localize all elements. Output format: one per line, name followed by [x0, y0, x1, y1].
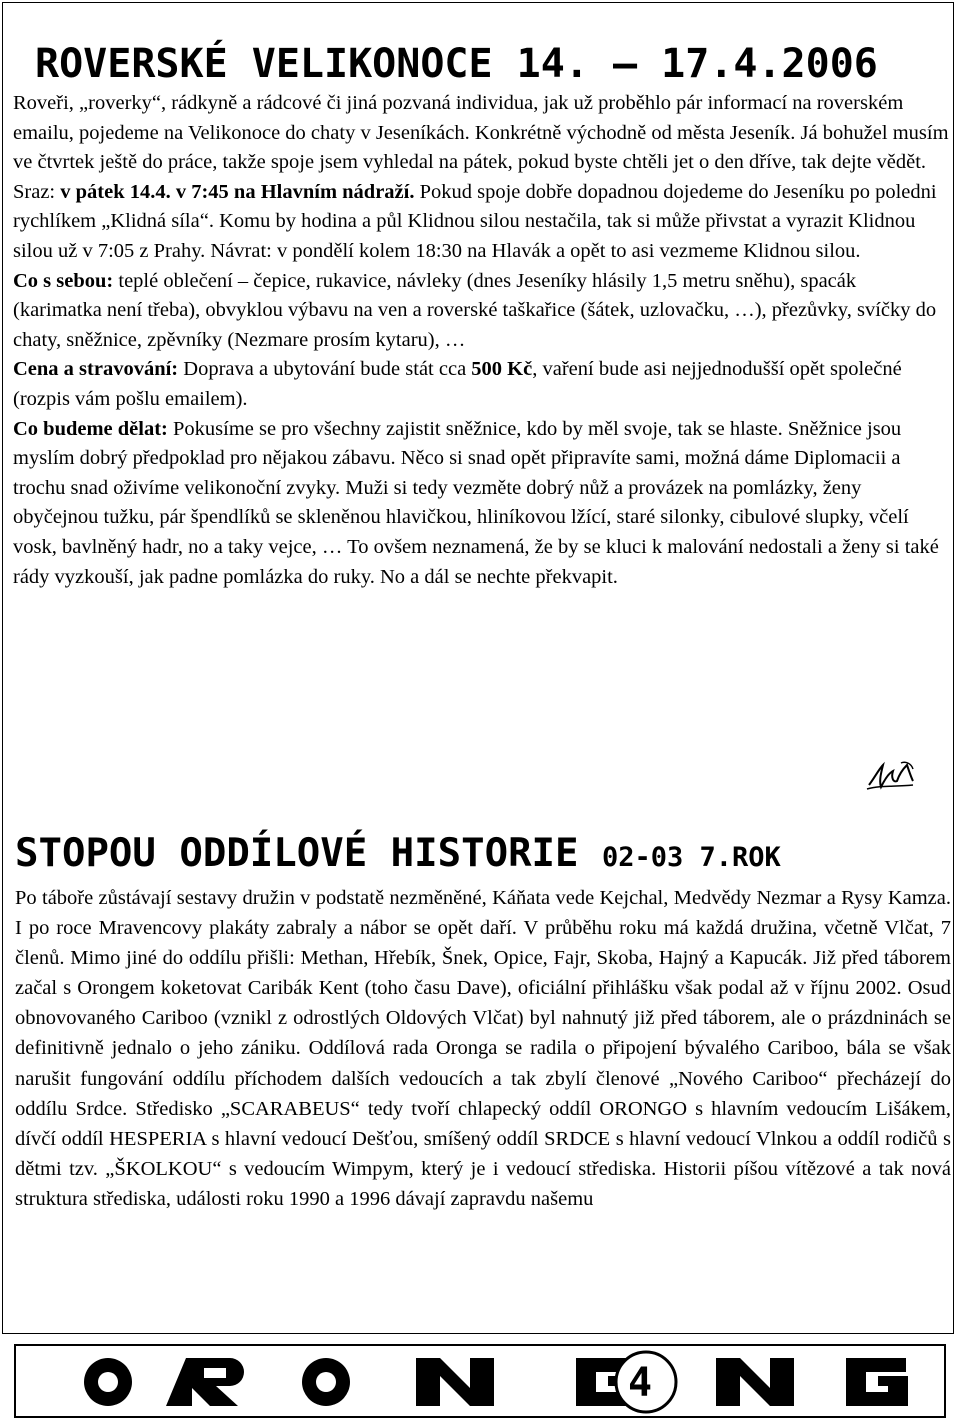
sebou-text: teplé oblečení – čepice, rukavice, návleky (dnes Jeseníky hlásily 1,5 metru sněhu), spacák (karimatka není třeba), obvyklou výbavu na ven a roverské taškařice (šátek, uzlovačku, …), přezůvky, svíčky do chaty, sněžnice, zpěvníky (Nezmare prosím kytaru), …: [13, 269, 937, 351]
sebou-label: Co s sebou:: [13, 269, 114, 292]
article-stopou-historie: [15, 831, 951, 1214]
delat-label: Co budeme dělat:: [13, 417, 168, 440]
cena-text-2: , vaření bude asi nejjednodušší opět společné (rozpis vám pošlu emailem).: [13, 358, 902, 410]
page-number: 4: [628, 1360, 653, 1406]
orongo-logo-icon: [16, 1346, 944, 1416]
article-roverske-velikonoce: [13, 41, 949, 592]
history-title-main: STOPOU ODDÍLOVÉ HISTORIE: [15, 831, 602, 876]
history-title: [15, 831, 951, 881]
history-body: Po táboře zůstávají sestavy družin v podstatě nezměněné, Káňata vede Kejchal, Medvědy Nezmar a Rysy Kamza. I po roce Mravencovy plakáty zabraly a nábor se opět daří. V průběhu roku má každá družina, včetně Vlčat, 7 členů. Mimo jiné do oddílu přišli: Methan, Hřebík, Šnek, Opice, Fajr, Skoba, Hajný a Kapucák. Již před táborem začal s Orongem koketovat Caribák Kent (toho času Dave), oficiální přihlášku však podal až v říjnu 2002. Osud obnovovaného Cariboo (vznikl z odrostlých Oldových Vlčat) byl nahnutý již před táborem, ale o prázdninách se definitivně jednalo o jeho zániku. Oddílová rada Oronga se radila o připojení bývalého Cariboo, bála se však narušit fungování oddílu příchodem dalších vedoucích a tak zbylí členové „Nového Cariboo“ přecházejí do oddílu Srdce. Středisko „SCARABEUS“ tedy tvoří chlapecký oddíl ORONGO s hlavním vedoucím Lišákem, dívčí oddíl HESPERIA s hlavní vedoucí Dešťou, smíšený oddíl SRDCE s hlavní vedoucí Vlnkou a oddíl rodičů s dětmi tzv. „ŠKOLKOU“ s vedoucím Wimpym, který je i vedoucí střediska. Historii píšou vítězové a tak nová struktura střediska, události roku 1990 a 1996 dávají zapravdu našemu: [15, 887, 951, 1210]
intro-text: Roveři, „roverky“, rádkyně a rádcové či jiná pozvaná individua, jak už proběhlo pár informací na roverském emailu, pojedeme na Velikonoce do chaty v Jeseníkách. Konkrétně východně od města Jeseník. Já bohužel musím ve čtvrtek ještě do práce, takže spoje jsem vyhledal na pátek, pokud byste chtěli jet o den dříve, tak dejte vědět.: [13, 92, 949, 174]
page-frame: [2, 2, 954, 1334]
delat-text: Pokusíme se pro všechny zajistit sněžnice, kdo by měl svoje, tak se hlaste. Sněžnice jsou myslím dobrý předpoklad pro nějakou zábavu. Něco si snad opět připravíte sami, možná dáme Diplomacii a trochu snad oživíme velikonoční zvyky. Muži si tedy vezměte dobrý nůž a provázek na pomlázky, ženy obyčejnou tužku, pár špendlíků se skleněnou hlavičkou, hliníkovou lžící, staré silonky, cibulové slupky, včelí vosk, bavlněný hadr, no a taky vejce, … To ovšem neznamená, že by se kluci k malování nedostali a ženy si také rády vyzkouší, jak padne pomlázka do ruky. No a dál se nechte překvapit.: [13, 417, 939, 588]
footer-banner: [14, 1344, 946, 1418]
article-title: ROVERSKÉ VELIKONOCE 14. – 17.4.2006: [35, 41, 878, 87]
cena-label: Cena a stravování:: [13, 358, 179, 381]
sraz-time: v pátek 14.4. v 7:45 na Hlavním nádraží.: [60, 180, 415, 203]
cena-price: 500 Kč: [471, 358, 533, 381]
cena-text-1: Doprava a ubytování bude stát cca: [178, 358, 472, 381]
sraz-label: Sraz:: [13, 180, 61, 203]
sraz-rest: Pokud spoje dobře dopadnou dojedeme do Jeseníku po poledni rychlíkem „Klidná síla“. Komu by hodina a půl Klidnou silou nestačila, tak si může přivstat a vyrazit Klidnou silou už v 7:05 z Prahy. Návrat: v pondělí kolem 18:30 na Hlavák a opět to asi vezmeme Klidnou silou.: [13, 180, 937, 262]
signature-icon: [865, 755, 917, 795]
article-body: [13, 89, 949, 592]
history-title-year: 02-03 7.ROK: [602, 842, 781, 873]
